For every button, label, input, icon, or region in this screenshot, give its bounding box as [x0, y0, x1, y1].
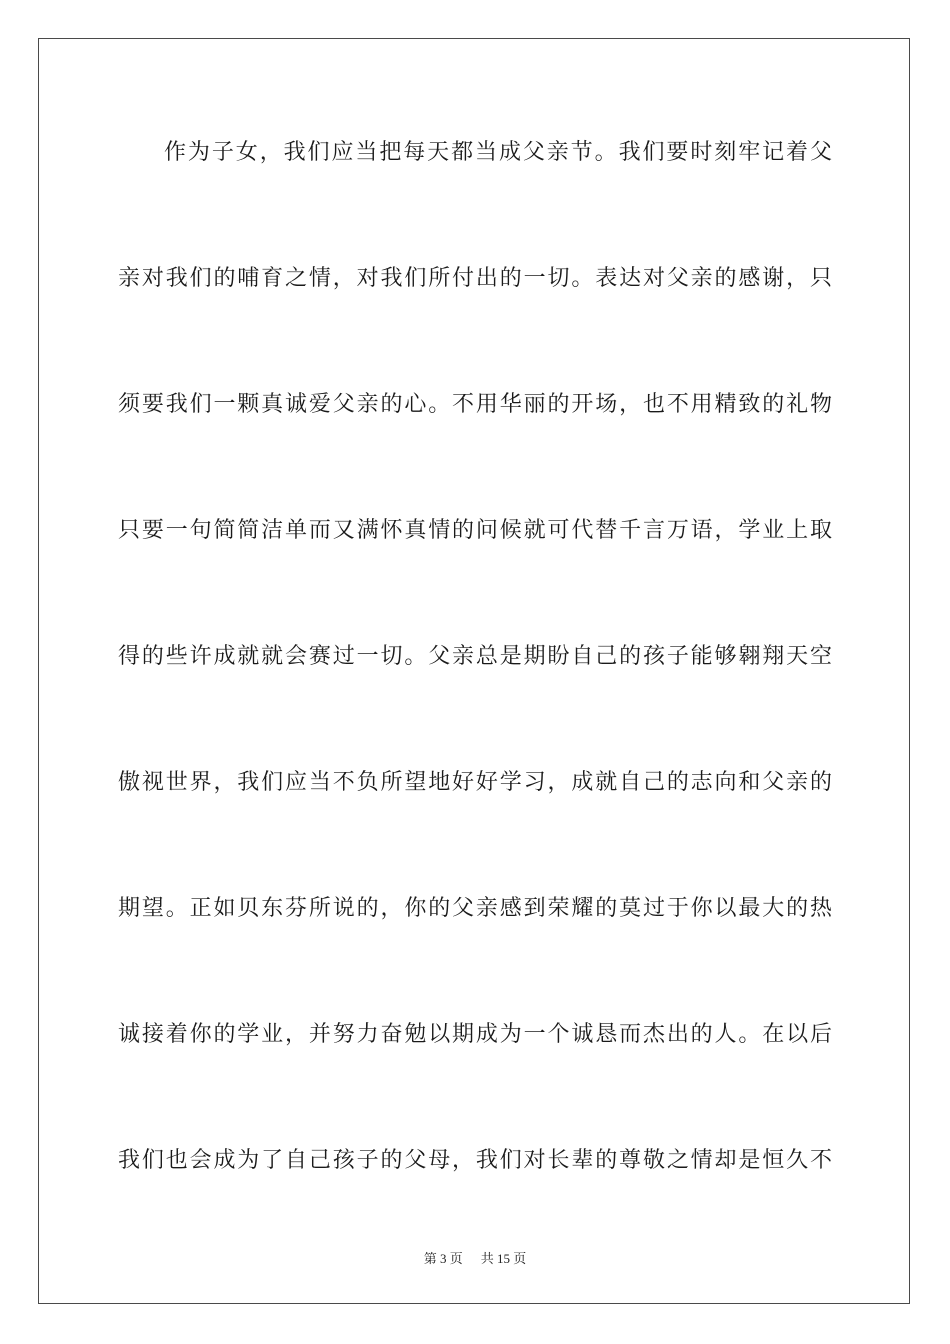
paragraph-line: 我们也会成为了自己孩子的父母，我们对长辈的尊敬之情却是恒久不 — [118, 1148, 832, 1173]
paragraph-line: 期望。正如贝东芬所说的，你的父亲感到荣耀的莫过于你以最大的热 — [118, 896, 832, 921]
paragraph-line: 只要一句简简洁单而又满怀真情的问候就可代替千言万语，学业上取 — [118, 518, 832, 543]
paragraph-line: 亲对我们的哺育之情，对我们所付出的一切。表达对父亲的感谢，只 — [118, 266, 832, 291]
paragraph-line: 作为子女，我们应当把每天都当成父亲节。我们要时刻牢记着父 — [164, 140, 832, 165]
paragraph-line: 诚接着你的学业，并努力奋勉以期成为一个诚恳而杰出的人。在以后 — [118, 1022, 832, 1047]
paragraph-line: 得的些许成就就会赛过一切。父亲总是期盼自己的孩子能够翱翔天空 — [118, 644, 832, 669]
paragraph-line: 须要我们一颗真诚爱父亲的心。不用华丽的开场，也不用精致的礼物 — [118, 392, 832, 417]
paragraph-line: 傲视世界，我们应当不负所望地好好学习，成就自己的志向和父亲的 — [118, 770, 832, 795]
page-total: 共 15 页 — [480, 1251, 527, 1266]
page-number: 第 3 页 — [423, 1251, 463, 1266]
page-footer — [0, 1248, 950, 1267]
document-body — [118, 130, 832, 1264]
